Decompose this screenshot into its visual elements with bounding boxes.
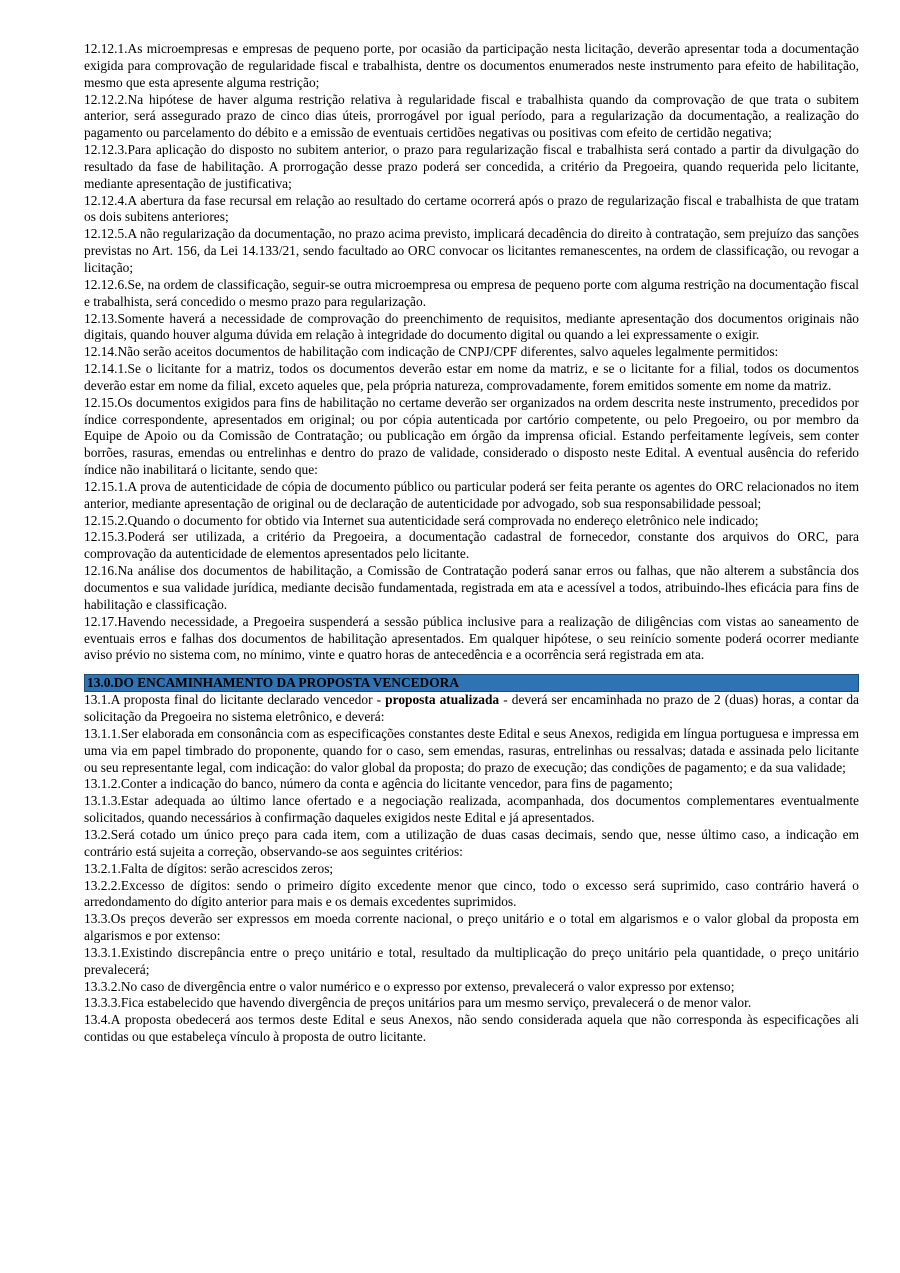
paragraph-13-3-1: 13.3.1.Existindo discrepância entre o preço unitário e total, resultado da multiplicação do preço unitário pela quantidade, o preço unitário prevalecerá; — [84, 944, 859, 977]
paragraph-13-1 — [84, 692, 859, 726]
paragraph-13-2-1: 13.2.1.Falta de dígitos: serão acrescidos zeros; — [84, 860, 334, 876]
paragraph-12-12-2: 12.12.2.Na hipótese de haver alguma restrição relativa à regularidade fiscal e trabalhista quando da comprovação de que trata o subitem anterior, será assegurado prazo de cinco dias úteis, prorrogável por igual período, para a regularização da documentação, a realização do pagamento ou parcelamento do débito e a emissão de eventuais certidões negativas ou positivas com efeito de certidão negativa; — [84, 91, 859, 141]
paragraph-12-12-1: 12.12.1.As microempresas e empresas de pequeno porte, por ocasião da participação nesta licitação, deverão apresentar toda a documentação exigida para comprovação de regularidade fiscal e trabalhista, dentre os documentos enumerados neste instrumento para efeito de habilitação, mesmo que esta apresente alguma restrição; — [84, 41, 859, 90]
paragraph-13-3-3: 13.3.3.Fica estabelecido que havendo divergência de preços unitários para um mesmo serviço, prevalecerá o de menor valor. — [84, 995, 752, 1011]
paragraph-12-12-3: 12.12.3.Para aplicação do disposto no subitem anterior, o prazo para regularização fiscal e trabalhista será contado a partir da divulgação do resultado da fase de habilitação. A prorrogação desse prazo poderá ser concedida, a critério da Pregoeira, quando requerida pelo licitante, mediante apresentação de justificativa; — [84, 142, 859, 191]
paragraph-13-1-2: 13.1.2.Conter a indicação do banco, número da conta e agência do licitante vencedor, para fins de pagamento; — [84, 776, 673, 792]
paragraph-12-12-4: 12.12.4.A abertura da fase recursal em relação ao resultado do certame ocorrerá após o prazo de regularização fiscal e trabalhista de que tratam os dois subitens anteriores; — [84, 192, 859, 225]
paragraph-12-15: 12.15.Os documentos exigidos para fins de habilitação no certame deverão ser organizados na ordem descrita neste instrumento, precedidos por índice correspondente, apresentados em original; ou por cópia autenticada por cartório competente, ou pelo Pregoeiro, ou por membro da Equipe de Apoio ou da Comissão de Contratação; ou publicação em órgão da imprensa oficial. Estando perfeitamente legíveis, sem conter borrões, rasuras, emendas ou entrelinhas e dentro do prazo de validade, considerado o disposto neste Edital. A eventual ausência do referido índice não inabilitará o licitante, sendo que: — [84, 394, 859, 478]
paragraph-13-4: 13.4.A proposta obedecerá aos termos deste Edital e seus Anexos, não sendo considerada aquela que não corresponda às especificações ali contidas ou que estabeleça vínculo à proposta de outro licitante. — [84, 1012, 859, 1045]
section-heading-13: 13.0.DO ENCAMINHAMENTO DA PROPOSTA VENCEDORA — [84, 674, 859, 692]
paragraph-13-1-bold: proposta atualizada — [385, 692, 500, 708]
paragraph-12-16: 12.16.Na análise dos documentos de habilitação, a Comissão de Contratação poderá sanar erros ou falhas, que não alterem a substância dos documentos e sua validade jurídica, mediante decisão fundamentada, registrada em ata e acessível a todos, atribuindo-lhes eficácia para fins de habilitação e classificação. — [84, 563, 859, 612]
document-page — [84, 41, 859, 1046]
paragraph-13-1-1: 13.1.1.Ser elaborada em consonância com as especificações constantes deste Edital e seus Anexos, redigida em língua portuguesa e impressa em uma via em papel timbrado do proponente, quando for o caso, sem emendas, rasuras, entrelinhas ou ressalvas; datada e assinada pelo licitante ou seu representante legal, com indicação: do valor global da proposta; do prazo de execução; das condições de pagamento; e da sua validade; — [84, 725, 859, 775]
paragraph-12-15-1: 12.15.1.A prova de autenticidade de cópia de documento público ou particular poderá ser feita perante os agentes do ORC relacionados no item anterior, mediante apresentação de original ou de declaração de autenticidade por advogado, sob sua responsabilidade pessoal; — [84, 478, 859, 511]
paragraph-13-3-2: 13.3.2.No caso de divergência entre o valor numérico e o expresso por extenso, prevalecerá o valor expresso por extenso; — [84, 978, 735, 994]
paragraph-13-2: 13.2.Será cotado um único preço para cada item, com a utilização de duas casas decimais, sendo que, nesse último caso, a indicação em contrário está sujeita a correção, observando-se aos seguintes critérios: — [84, 826, 859, 859]
paragraph-13-1-after: - deverá ser encaminhada no prazo de 2 (duas) horas, a contar da solicitação da Pregoeira no sistema eletrônico, e deverá: — [84, 692, 860, 725]
paragraph-12-12-6: 12.12.6.Se, na ordem de classificação, seguir-se outra microempresa ou empresa de pequeno porte com alguma restrição na documentação fiscal e trabalhista, será concedido o mesmo prazo para regularização. — [84, 276, 859, 309]
paragraph-12-17: 12.17.Havendo necessidade, a Pregoeira suspenderá a sessão pública inclusive para a realização de diligências com vistas ao saneamento de eventuais erros e falhas dos documentos de habilitação apresentados. Em qualquer hipótese, o seu reinício somente poderá ocorrer mediante aviso prévio no sistema com, no mínimo, vinte e quatro horas de antecedência e a ocorrência será registrada em ata. — [84, 613, 859, 663]
paragraph-12-15-2: 12.15.2.Quando o documento for obtido via Internet sua autenticidade será comprovada no endereço eletrônico nele indicado; — [84, 512, 759, 528]
paragraph-12-12-5: 12.12.5.A não regularização da documentação, no prazo acima previsto, implicará decadência do direito à contratação, sem prejuízo das sanções previstas no Art. 156, da Lei 14.133/21, sendo facultado ao ORC convocar os licitantes remanescentes, na ordem de classificação, ou revogar a licitação; — [84, 226, 859, 275]
paragraph-12-14-1: 12.14.1.Se o licitante for a matriz, todos os documentos deverão estar em nome da matriz, e se o licitante for a filial, todos os documentos deverão estar em nome da filial, exceto aqueles que, pela própria natureza, comprovadamente, forem emitidos somente em nome da matriz. — [84, 361, 859, 393]
paragraph-12-15-3: 12.15.3.Poderá ser utilizada, a critério da Pregoeira, a documentação cadastral de fornecedor, constante dos arquivos do ORC, para comprovação da autenticidade de elementos apresentados pelo licitante. — [84, 529, 859, 562]
paragraph-13-3: 13.3.Os preços deverão ser expressos em moeda corrente nacional, o preço unitário e o total em algarismos e o valor global da proposta em algarismos e por extenso: — [84, 911, 859, 944]
paragraph-12-13: 12.13.Somente haverá a necessidade de comprovação do preenchimento de requisitos, mediante apresentação dos documentos originais não digitais, quando houver alguma dúvida em relação à integridade do documento digital ou quando a lei expressamente o exigir. — [84, 310, 859, 343]
paragraph-13-2-2: 13.2.2.Excesso de dígitos: sendo o primeiro dígito excedente menor que cinco, todo o excesso será suprimido, caso contrário haverá o arredondamento do dígito anterior para mais e os demais excedentes suprimidos. — [84, 877, 859, 910]
paragraph-12-14: 12.14.Não serão aceitos documentos de habilitação com indicação de CNPJ/CPF diferentes, salvo aqueles legalmente permitidos: — [84, 344, 779, 360]
paragraph-13-1-before: 13.1.A proposta final do licitante declarado vencedor - — [84, 692, 386, 708]
paragraph-13-1-3: 13.1.3.Estar adequada ao último lance ofertado e a negociação realizada, acompanhada, dos documentos complementares eventualmente solicitados, quando necessários à confirmação daqueles exigidos neste Edital e já apresentados. — [84, 793, 859, 826]
